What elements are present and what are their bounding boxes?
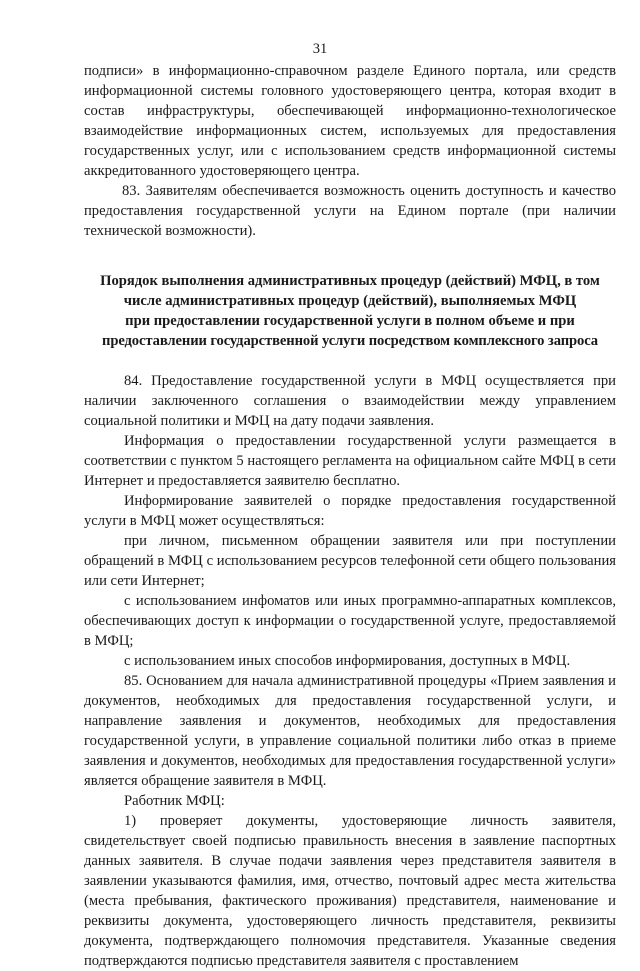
section-heading-line-4: предоставлении государственной услуги посредством комплексного запроса [102,333,598,349]
spacer [84,351,616,371]
paragraph-signature-verification: подписи» в информационно-справочном разделе Единого портала, или средств информационной системы головного удостоверяющего центра, которая входит в состав инфраструктуры, обеспечивающей информационно-технологическое взаимодействие информационных систем, используемых для предоставления государственных услуг, или с использованием средств информационной системы аккредитованного удостоверяющего центра. [84,63,616,179]
paragraph-83: 83. Заявителям обеспечивается возможность оценить доступность и качество предоставления государственной услуги на Едином портале (при наличии технической возможности). [84,183,616,239]
section-heading-line-2: числе административных процедур (действий), выполняемых МФЦ [123,293,577,309]
paragraph-personal-appeal: при личном, письменном обращении заявителя или при поступлении обращений в МФЦ с использованием ресурсов телефонной сети общего пользования или сети Интернет; [84,533,616,589]
paragraph-infomats: с использованием инфоматов или иных программно-аппаратных комплексов, обеспечивающих доступ к информации о государственной услуге, предоставляемой в МФЦ; [84,593,616,649]
paragraph-info-placement: Информация о предоставлении государственной услуги размещается в соответствии с пунктом 5 настоящего регламента на официальном сайте МФЦ в сети Интернет и предоставляется заявителю бесплатно. [84,433,616,489]
document-body [84,61,616,971]
paragraph-informing: Информирование заявителей о порядке предоставления государственной услуги в МФЦ может осуществляться: [84,493,616,529]
paragraph-worker: Работник МФЦ: [124,793,225,809]
section-heading [84,271,616,351]
page-number: 31 [312,41,328,57]
paragraph-84: 84. Предоставление государственной услуги в МФЦ осуществляется при наличии заключенного соглашения о взаимодействии между управлением социальной политики и МФЦ на дату подачи заявления. [84,373,616,429]
paragraph-item-1: 1) проверяет документы, удостоверяющие личность заявителя, свидетельствует своей подписью правильность внесения в заявление паспортных данных заявителя. В случае подачи заявления через представителя заявителя в заявлении указываются фамилия, имя, отчество, почтовый адрес места жительства (места пребывания, фактического проживания) представителя, наименование и реквизиты документа, удостоверяющего личность представителя, реквизиты документа, подтверждающего полномочия представителя. Указанные сведения подтверждаются подписью представителя заявителя с проставлением [84,813,616,969]
spacer [84,241,616,271]
section-heading-line-3: при предоставлении государственной услуги в полном объеме и при [125,313,575,329]
section-heading-line-1: Порядок выполнения административных процедур (действий) МФЦ, в том [100,273,600,289]
paragraph-other-methods: с использованием иных способов информирования, доступных в МФЦ. [124,653,571,669]
paragraph-85: 85. Основанием для начала административной процедуры «Прием заявления и документов, необходимых для предоставления государственной услуги, и направление заявления и документов, необходимых для предоставления государственной услуги, в управление социальной политики либо отказ в приеме заявления и документов, необходимых для предоставления государственной услуги» является обращение заявителя в МФЦ. [84,673,616,789]
